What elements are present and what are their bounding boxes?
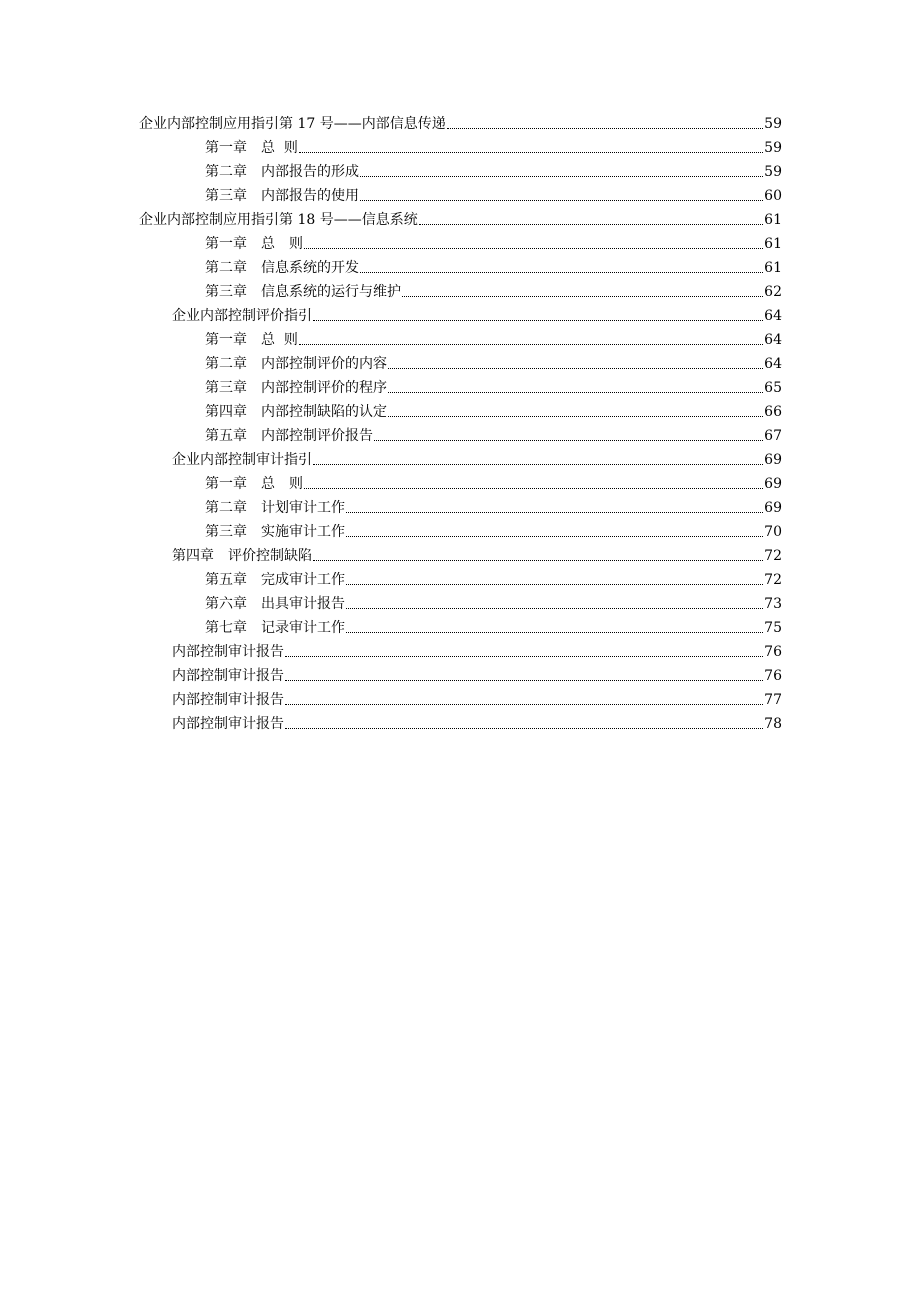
toc-entry-title: 第五章 内部控制评价报告 xyxy=(205,428,373,444)
toc-entry[interactable] xyxy=(0,592,920,616)
toc-entry-title: 第一章 总 则 xyxy=(205,476,303,492)
toc-entry-title: 第七章 记录审计工作 xyxy=(205,620,345,636)
toc-entry[interactable] xyxy=(0,496,920,520)
toc-entry-title: 第六章 出具审计报告 xyxy=(205,596,345,612)
dot-leader xyxy=(374,440,763,441)
toc-entry[interactable] xyxy=(0,376,920,400)
toc-entry[interactable] xyxy=(0,184,920,208)
toc-entry-page: 75 xyxy=(764,620,782,636)
toc-entry[interactable] xyxy=(0,448,920,472)
dot-leader xyxy=(299,152,763,153)
toc-entry-title: 内部控制审计报告 xyxy=(172,692,284,708)
toc-entry-title: 内部控制审计报告 xyxy=(172,644,284,660)
toc-entry-title: 企业内部控制应用指引第 18 号——信息系统 xyxy=(139,212,418,228)
toc-entry[interactable] xyxy=(0,352,920,376)
toc-entry-page: 60 xyxy=(764,188,782,204)
toc-entry[interactable] xyxy=(0,208,920,232)
toc-entry[interactable] xyxy=(0,304,920,328)
toc-entry-page: 77 xyxy=(764,692,782,708)
toc-entry[interactable] xyxy=(0,568,920,592)
toc-entry-page: 76 xyxy=(764,644,782,660)
dot-leader xyxy=(285,704,763,705)
dot-leader xyxy=(346,608,763,609)
toc-entry[interactable] xyxy=(0,712,920,736)
dot-leader xyxy=(388,416,763,417)
toc-entry[interactable] xyxy=(0,664,920,688)
dot-leader xyxy=(388,368,763,369)
toc-entry-page: 69 xyxy=(764,476,782,492)
toc-entry[interactable] xyxy=(0,232,920,256)
toc-entry[interactable] xyxy=(0,544,920,568)
toc-entry-title: 企业内部控制审计指引 xyxy=(172,452,312,468)
dot-leader xyxy=(304,488,763,489)
toc-entry-title: 企业内部控制评价指引 xyxy=(172,308,312,324)
toc-entry-page: 67 xyxy=(764,428,782,444)
dot-leader xyxy=(299,344,763,345)
toc-entry[interactable] xyxy=(0,424,920,448)
toc-entry-page: 61 xyxy=(764,236,782,252)
toc-entry-page: 61 xyxy=(764,260,782,276)
toc-entry-title: 第四章 内部控制缺陷的认定 xyxy=(205,404,387,420)
toc-entry[interactable] xyxy=(0,256,920,280)
toc-entry-title: 第四章 评价控制缺陷 xyxy=(172,548,312,564)
toc-entry-title: 第二章 内部控制评价的内容 xyxy=(205,356,387,372)
toc-entry-page: 69 xyxy=(764,500,782,516)
toc-entry-page: 59 xyxy=(764,116,782,132)
toc-entry[interactable] xyxy=(0,280,920,304)
toc-entry-page: 61 xyxy=(764,212,782,228)
dot-leader xyxy=(346,584,763,585)
toc-entry-title: 第三章 内部报告的使用 xyxy=(205,188,359,204)
dot-leader xyxy=(419,224,763,225)
dot-leader xyxy=(313,464,763,465)
dot-leader xyxy=(388,392,763,393)
toc-entry-title: 第二章 信息系统的开发 xyxy=(205,260,359,276)
dot-leader xyxy=(402,296,763,297)
toc-entry-page: 72 xyxy=(764,548,782,564)
dot-leader xyxy=(360,272,763,273)
dot-leader xyxy=(285,656,763,657)
toc-entry[interactable] xyxy=(0,688,920,712)
dot-leader xyxy=(360,200,763,201)
dot-leader xyxy=(346,536,763,537)
toc-entry-page: 64 xyxy=(764,332,782,348)
toc-entry-title: 第二章 内部报告的形成 xyxy=(205,164,359,180)
toc-entry-title: 企业内部控制应用指引第 17 号——内部信息传递 xyxy=(139,116,446,132)
dot-leader xyxy=(346,512,763,513)
toc-entry[interactable] xyxy=(0,112,920,136)
toc-entry-page: 70 xyxy=(764,524,782,540)
dot-leader xyxy=(313,560,763,561)
toc-entry-page: 64 xyxy=(764,308,782,324)
toc-entry-title: 第五章 完成审计工作 xyxy=(205,572,345,588)
toc-entry-title: 第一章 总 则 xyxy=(205,140,298,156)
toc-entry-page: 62 xyxy=(764,284,782,300)
dot-leader xyxy=(346,632,763,633)
toc-entry-page: 76 xyxy=(764,668,782,684)
toc-entry[interactable] xyxy=(0,472,920,496)
dot-leader xyxy=(447,128,763,129)
dot-leader xyxy=(313,320,763,321)
dot-leader xyxy=(285,680,763,681)
toc-entry-page: 66 xyxy=(764,404,782,420)
toc-entry[interactable] xyxy=(0,160,920,184)
toc-entry-title: 内部控制审计报告 xyxy=(172,668,284,684)
toc-entry[interactable] xyxy=(0,328,920,352)
toc-entry[interactable] xyxy=(0,136,920,160)
toc-entry-title: 第一章 总 则 xyxy=(205,236,303,252)
toc-entry-page: 59 xyxy=(764,140,782,156)
toc-entry-title: 内部控制审计报告 xyxy=(172,716,284,732)
toc-entry-title: 第二章 计划审计工作 xyxy=(205,500,345,516)
toc-entry-page: 65 xyxy=(764,380,782,396)
toc-entry-page: 69 xyxy=(764,452,782,468)
dot-leader xyxy=(304,248,763,249)
toc-entry-page: 72 xyxy=(764,572,782,588)
toc-entry-title: 第一章 总 则 xyxy=(205,332,298,348)
toc-entry[interactable] xyxy=(0,640,920,664)
toc-entry[interactable] xyxy=(0,616,920,640)
toc-entry-title: 第三章 内部控制评价的程序 xyxy=(205,380,387,396)
toc-entry[interactable] xyxy=(0,400,920,424)
table-of-contents xyxy=(0,112,920,736)
toc-entry-page: 59 xyxy=(764,164,782,180)
dot-leader xyxy=(360,176,763,177)
toc-entry-page: 73 xyxy=(764,596,782,612)
toc-entry-page: 64 xyxy=(764,356,782,372)
toc-entry-title: 第三章 实施审计工作 xyxy=(205,524,345,540)
toc-entry-page: 78 xyxy=(764,716,782,732)
toc-entry[interactable] xyxy=(0,520,920,544)
dot-leader xyxy=(285,728,763,729)
toc-entry-title: 第三章 信息系统的运行与维护 xyxy=(205,284,401,300)
